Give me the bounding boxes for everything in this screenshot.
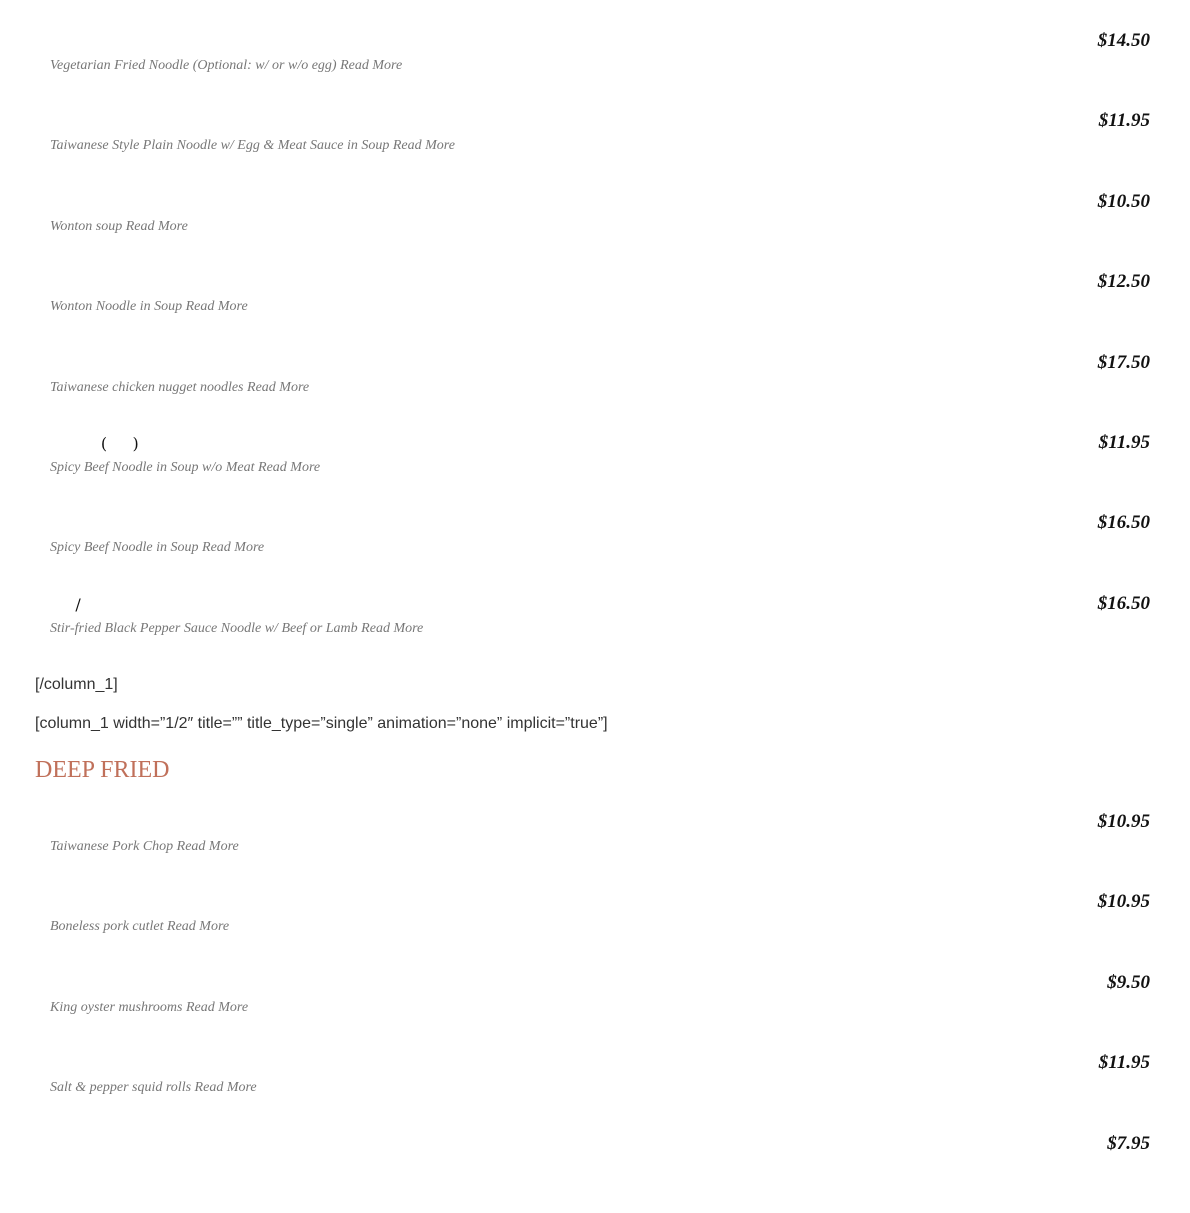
item-price: $17.50 (1097, 351, 1150, 373)
item-description-text: Taiwanese Pork Chop (50, 839, 174, 854)
menu-item (0, 1052, 1190, 1132)
item-description-text: Taiwanese chicken nugget noodles (50, 379, 244, 395)
item-description (50, 839, 239, 855)
item-description (50, 380, 309, 396)
read-more-link[interactable]: Read More (185, 299, 248, 315)
close-column-shortcode: [/column_1] (35, 676, 118, 693)
item-description-text: Taiwanese Style Plain Noodle w/ Egg & Meat Sauce in Soup (50, 138, 390, 154)
read-more-link[interactable]: Read More (125, 218, 188, 234)
item-description-text: King oyster mushrooms (50, 999, 183, 1015)
menu-item (0, 352, 1190, 432)
item-description (50, 919, 229, 935)
item-description-text: Boneless pork cutlet (50, 919, 164, 935)
item-description (50, 1080, 257, 1096)
read-more-link[interactable]: Read More (186, 999, 249, 1015)
read-more-link[interactable]: Read More (392, 138, 455, 154)
menu-item (0, 891, 1190, 971)
item-price: $9.50 (1107, 971, 1150, 993)
read-more-link[interactable]: Read More (167, 919, 230, 935)
item-description-text: Spicy Beef Noodle in Soup (50, 540, 199, 556)
menu-item (0, 271, 1190, 351)
item-price: $11.95 (1098, 1052, 1150, 1074)
menu-item (0, 110, 1190, 190)
read-more-link[interactable]: Read More (340, 58, 403, 73)
read-more-link[interactable]: Read More (176, 839, 239, 854)
menu-item (0, 1133, 1190, 1213)
item-price: $10.50 (1097, 190, 1150, 212)
menu-item (0, 811, 1190, 891)
item-price: $14.50 (1097, 30, 1150, 51)
menu-item (0, 593, 1190, 673)
item-description-text: Stir-fried Black Pepper Sauce Noodle w/ Beef or Lamb (50, 620, 358, 636)
noodle-menu-list (0, 30, 1190, 673)
menu-item (0, 512, 1190, 592)
item-price: $10.95 (1097, 811, 1150, 832)
open-column-shortcode: [column_1 width=”1/2″ title=”” title_type=”single” animation=”none” implicit=”true”] (35, 715, 608, 732)
item-price: $16.50 (1097, 592, 1150, 614)
item-chinese-name: ( ) (50, 433, 139, 453)
item-description-text: Spicy Beef Noodle in Soup w/o Meat (50, 459, 255, 475)
item-description-text: Salt & pepper squid rolls (50, 1080, 192, 1096)
item-description (50, 1000, 248, 1016)
menu-item (0, 191, 1190, 271)
deep-fried-menu-list (0, 811, 1190, 1213)
menu-item (0, 432, 1190, 512)
item-price: $7.95 (1107, 1132, 1150, 1154)
item-description (50, 540, 264, 556)
item-description-text: Wonton soup (50, 218, 123, 234)
section-title-deep-fried: DEEP FRIED (35, 757, 170, 783)
read-more-link[interactable]: Read More (258, 459, 321, 475)
item-price: $10.95 (1097, 891, 1150, 913)
item-price: $11.95 (1098, 431, 1150, 453)
item-description-text: Wonton Noodle in Soup (50, 299, 183, 315)
read-more-link[interactable]: Read More (361, 620, 424, 636)
item-description-text: Vegetarian Fried Noodle (Optional: w/ or w/o egg) (50, 58, 337, 73)
read-more-link[interactable]: Read More (247, 379, 310, 395)
item-description (50, 299, 248, 315)
item-description (50, 58, 402, 74)
item-price: $11.95 (1098, 110, 1150, 132)
item-price: $16.50 (1097, 512, 1150, 534)
item-description (50, 138, 455, 154)
read-more-link[interactable]: Read More (202, 540, 265, 556)
item-description (50, 219, 188, 235)
read-more-link[interactable]: Read More (194, 1080, 257, 1096)
item-description (50, 621, 423, 637)
item-description (50, 460, 320, 476)
menu-item (0, 30, 1190, 110)
item-chinese-name: / (50, 594, 81, 614)
item-price: $12.50 (1097, 271, 1150, 293)
menu-item (0, 972, 1190, 1052)
